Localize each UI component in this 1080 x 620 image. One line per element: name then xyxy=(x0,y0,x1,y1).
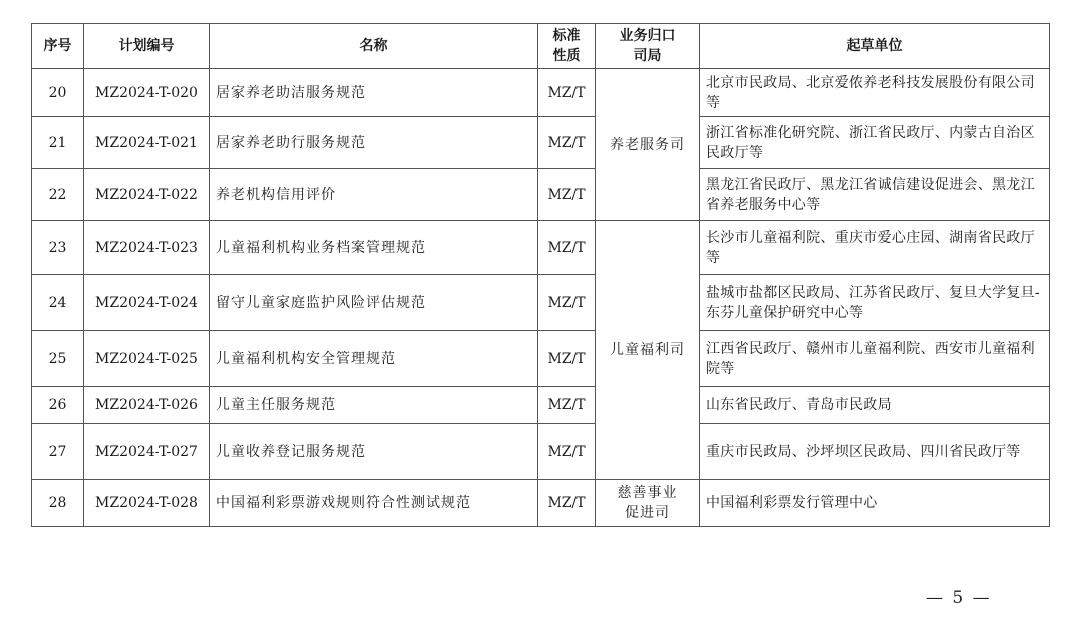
cell-unit: 江西省民政厅、赣州市儿童福利院、西安市儿童福利院等 xyxy=(700,331,1050,387)
cell-dept-elderly: 养老服务司 xyxy=(596,69,700,221)
header-type-line2: 性质 xyxy=(552,48,581,64)
cell-code: MZ2024-T-023 xyxy=(84,221,210,275)
cell-code: MZ2024-T-027 xyxy=(84,424,210,480)
cell-name: 中国福利彩票游戏规则符合性测试规范 xyxy=(210,480,538,527)
cell-code: MZ2024-T-020 xyxy=(84,69,210,117)
cell-seq: 28 xyxy=(32,480,84,527)
table-row xyxy=(32,331,1050,387)
cell-dept-children: 儿童福利司 xyxy=(596,221,700,480)
header-dept xyxy=(596,24,700,69)
cell-unit: 盐城市盐都区民政局、江苏省民政厅、复旦大学复旦-东芬儿童保护研究中心等 xyxy=(700,275,1050,331)
cell-dept-charity xyxy=(596,480,700,527)
table-row xyxy=(32,117,1050,169)
header-unit: 起草单位 xyxy=(700,24,1050,69)
cell-type: MZ/T xyxy=(538,221,596,275)
table-row xyxy=(32,169,1050,221)
header-type-line1: 标准 xyxy=(552,28,581,44)
cell-unit: 山东省民政厅、青岛市民政局 xyxy=(700,387,1050,424)
cell-name: 居家养老助洁服务规范 xyxy=(210,69,538,117)
cell-unit: 长沙市儿童福利院、重庆市爱心庄园、湖南省民政厅等 xyxy=(700,221,1050,275)
cell-seq: 20 xyxy=(32,69,84,117)
cell-name: 儿童收养登记服务规范 xyxy=(210,424,538,480)
cell-type: MZ/T xyxy=(538,331,596,387)
cell-seq: 22 xyxy=(32,169,84,221)
cell-seq: 25 xyxy=(32,331,84,387)
cell-unit: 重庆市民政局、沙坪坝区民政局、四川省民政厅等 xyxy=(700,424,1050,480)
cell-code: MZ2024-T-024 xyxy=(84,275,210,331)
cell-seq: 24 xyxy=(32,275,84,331)
cell-unit: 黑龙江省民政厅、黑龙江省诚信建设促进会、黑龙江省养老服务中心等 xyxy=(700,169,1050,221)
cell-type: MZ/T xyxy=(538,117,596,169)
cell-name: 儿童福利机构安全管理规范 xyxy=(210,331,538,387)
header-dept-line2: 司局 xyxy=(633,48,662,64)
page-number: — 5 — xyxy=(926,588,992,608)
table-row xyxy=(32,221,1050,275)
cell-code: MZ2024-T-026 xyxy=(84,387,210,424)
cell-type: MZ/T xyxy=(538,387,596,424)
cell-dept-charity-line1: 慈善事业 xyxy=(617,485,678,501)
cell-code: MZ2024-T-022 xyxy=(84,169,210,221)
cell-seq: 26 xyxy=(32,387,84,424)
cell-seq: 27 xyxy=(32,424,84,480)
table-row xyxy=(32,424,1050,480)
header-dept-line1: 业务归口 xyxy=(619,28,676,44)
standards-plan-table xyxy=(31,23,1050,527)
header-name: 名称 xyxy=(210,24,538,69)
cell-name: 儿童福利机构业务档案管理规范 xyxy=(210,221,538,275)
header-code: 计划编号 xyxy=(84,24,210,69)
table-row xyxy=(32,387,1050,424)
cell-unit: 中国福利彩票发行管理中心 xyxy=(700,480,1050,527)
cell-code: MZ2024-T-025 xyxy=(84,331,210,387)
cell-type: MZ/T xyxy=(538,424,596,480)
header-type xyxy=(538,24,596,69)
cell-name: 居家养老助行服务规范 xyxy=(210,117,538,169)
cell-seq: 21 xyxy=(32,117,84,169)
cell-name: 留守儿童家庭监护风险评估规范 xyxy=(210,275,538,331)
table-header-row xyxy=(32,24,1050,69)
table-row xyxy=(32,480,1050,527)
cell-code: MZ2024-T-028 xyxy=(84,480,210,527)
cell-type: MZ/T xyxy=(538,275,596,331)
cell-seq: 23 xyxy=(32,221,84,275)
cell-type: MZ/T xyxy=(538,69,596,117)
header-seq: 序号 xyxy=(32,24,84,69)
cell-type: MZ/T xyxy=(538,480,596,527)
cell-type: MZ/T xyxy=(538,169,596,221)
table-row xyxy=(32,275,1050,331)
cell-unit: 北京市民政局、北京爱侬养老科技发展股份有限公司等 xyxy=(700,69,1050,117)
cell-unit: 浙江省标准化研究院、浙江省民政厅、内蒙古自治区民政厅等 xyxy=(700,117,1050,169)
cell-name: 儿童主任服务规范 xyxy=(210,387,538,424)
table-row xyxy=(32,69,1050,117)
cell-name: 养老机构信用评价 xyxy=(210,169,538,221)
cell-code: MZ2024-T-021 xyxy=(84,117,210,169)
cell-dept-charity-line2: 促进司 xyxy=(625,505,670,521)
